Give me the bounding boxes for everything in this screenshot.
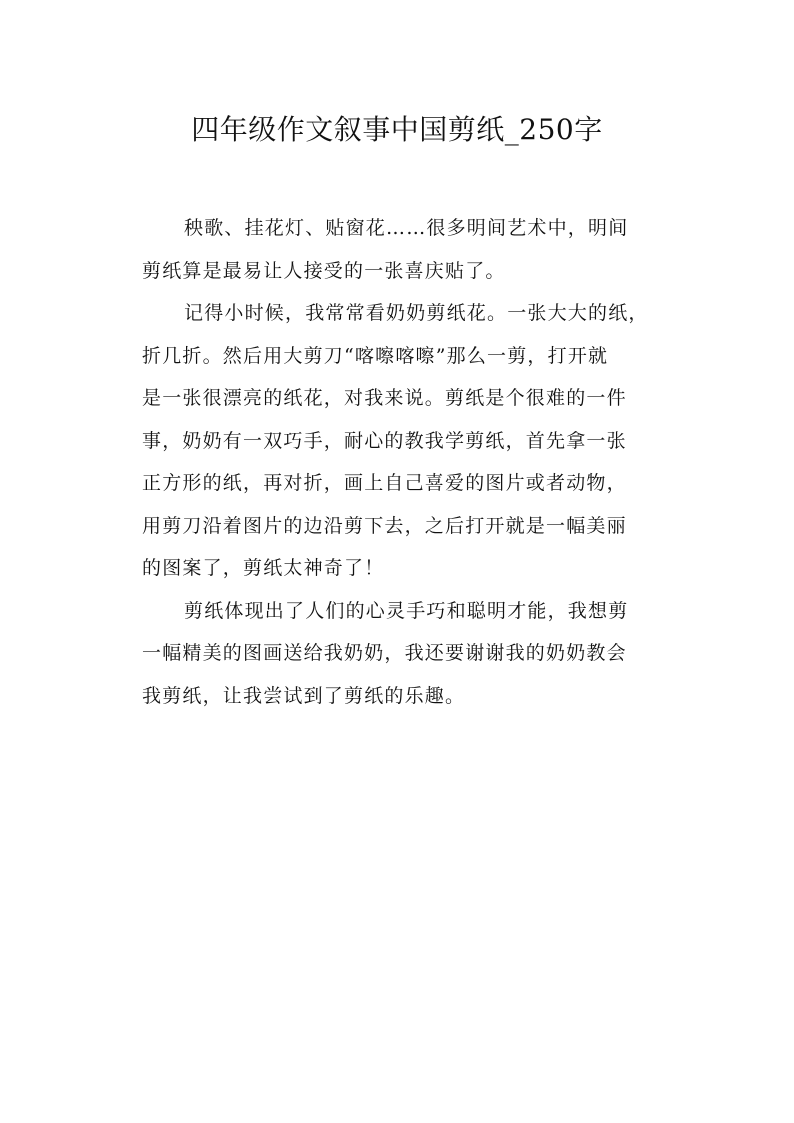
paragraph-2-line-6: 用剪刀沿着图片的边沿剪下去，之后打开就是一幅美丽 bbox=[142, 514, 627, 537]
paragraph-2-line-2: 折几折。然后用大剪刀“喀嚓喀嚓”那么一剪，打开就 bbox=[142, 344, 609, 367]
paragraph-3-line-3: 我剪纸，让我尝试到了剪纸的乐趣。 bbox=[142, 684, 466, 707]
document-title: 四年级作文叙事中国剪纸_250字 bbox=[191, 113, 603, 146]
paragraph-2-line-1: 记得小时候，我常常看奶奶剪纸花。一张大大的纸， bbox=[184, 302, 649, 324]
paragraph-1-line-2: 剪纸算是最易让人接受的一张喜庆贴了。 bbox=[142, 259, 506, 282]
paragraph-2-line-5: 正方形的纸，再对折，画上自己喜爱的图片或者动物， bbox=[142, 472, 627, 494]
paragraph-2-line-3: 是一张很漂亮的纸花，对我来说。剪纸是个很难的一件 bbox=[142, 387, 627, 409]
essay-body bbox=[142, 207, 670, 717]
paragraph-1-line-1: 秧歌、挂花灯、贴窗花……很多明间艺术中，明间 bbox=[184, 217, 629, 239]
paragraph-3-line-2: 一幅精美的图画送给我奶奶，我还要谢谢我的奶奶教会 bbox=[142, 642, 627, 664]
paragraph-2-line-4: 事，奶奶有一双巧手，耐心的教我学剪纸，首先拿一张 bbox=[142, 429, 627, 452]
paragraph-2-line-7: 的图案了，剪纸太神奇了！ bbox=[142, 557, 385, 579]
paragraph-3-line-1: 剪纸体现出了人们的心灵手巧和聪明才能，我想剪 bbox=[184, 599, 629, 622]
